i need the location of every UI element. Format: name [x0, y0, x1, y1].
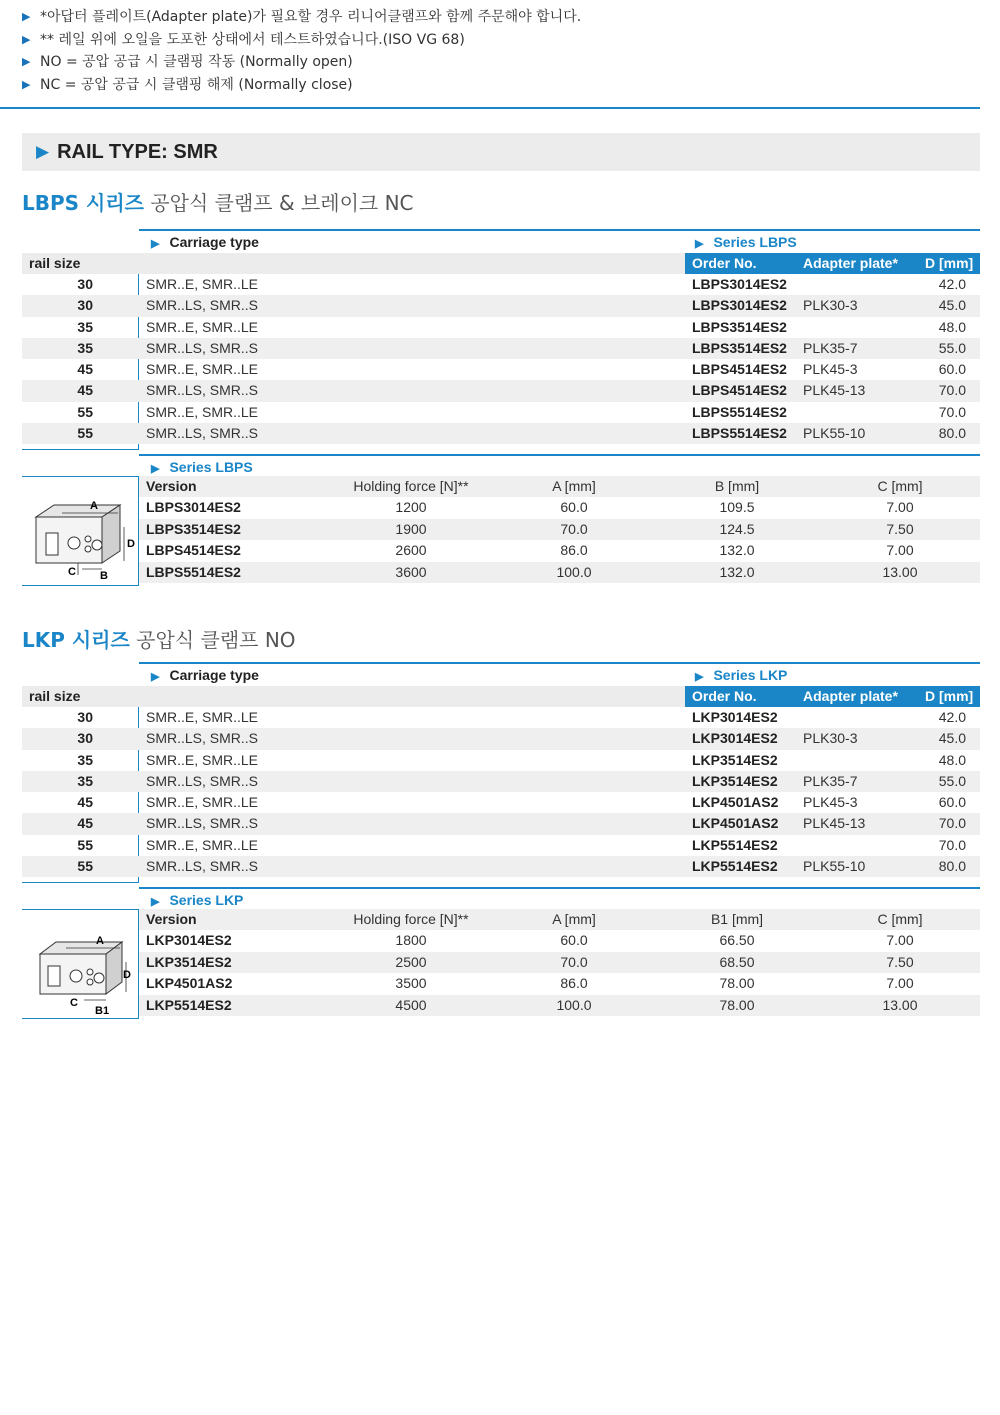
- rail-type-banner: [22, 133, 980, 171]
- a-cell: 60.0: [560, 499, 588, 515]
- rail-size-cell: 55: [77, 403, 93, 420]
- note-item: [22, 29, 581, 52]
- series-label: Series LKP: [713, 667, 788, 683]
- rail-size-cell: 45: [77, 361, 93, 378]
- spec-header: [139, 454, 980, 476]
- rail-size-cell: 30: [77, 730, 93, 747]
- carriage-type-cell: SMR..E, SMR..LE: [146, 318, 259, 335]
- d-mm-cell: 42.0: [938, 709, 966, 725]
- a-header: A [mm]: [552, 478, 596, 494]
- table-row: [22, 423, 980, 444]
- section-title-desc: 공압식 클램프 & 브레이크 NC: [143, 191, 414, 215]
- order-table-lkp: [22, 662, 980, 883]
- carriage-type-cell: SMR..E, SMR..LE: [146, 709, 259, 725]
- spec-series-heading: [151, 459, 253, 475]
- table-header-columns: [22, 686, 980, 707]
- spec-table-lkp: [22, 887, 980, 1019]
- version-cell: LKP5514ES2: [146, 996, 232, 1013]
- notes-list: [22, 6, 581, 96]
- order-no-cell: LKP4501AS2: [692, 794, 779, 811]
- holding-force-cell: 2500: [395, 953, 427, 970]
- order-no-cell: LKP4501AS2: [692, 815, 779, 832]
- adapter-plate-cell: PLK45-13: [803, 815, 866, 832]
- a-cell: 70.0: [560, 953, 588, 970]
- table-row: [22, 295, 980, 316]
- d-mm-header: D [mm]: [925, 688, 974, 704]
- carriage-type-label: Carriage type: [169, 667, 259, 683]
- d-mm-cell: 70.0: [938, 815, 966, 832]
- c-cell: 7.50: [886, 520, 914, 537]
- adapter-plate-header: Adapter plate*: [803, 688, 898, 704]
- d-mm-cell: 70.0: [938, 382, 966, 399]
- spec-row: [139, 562, 980, 583]
- section-title-lkp: [22, 624, 296, 653]
- adapter-plate-cell: PLK45-3: [803, 794, 858, 811]
- order-no-cell: LKP3514ES2: [692, 751, 778, 768]
- adapter-plate-cell: PLK55-10: [803, 425, 866, 442]
- section-title-series: LKP 시리즈: [22, 628, 130, 652]
- series-label: Series LBPS: [713, 234, 797, 250]
- spec-series-label: Series LKP: [169, 892, 244, 908]
- spec-row: [139, 540, 980, 561]
- dimension-label-a: A: [90, 500, 98, 512]
- note-text: *아답터 플레이트(Adapter plate)가 필요할 경우 리니어클램프와 함께 주문해야 합니다.: [40, 9, 582, 25]
- section-title-desc: 공압식 클램프 NO: [129, 628, 296, 652]
- triangle-bullet-icon: ▶: [22, 10, 31, 23]
- series-heading: [695, 667, 787, 683]
- table-row: [22, 771, 980, 792]
- rail-size-header: rail size: [29, 255, 81, 271]
- rail-size-cell: 35: [77, 318, 93, 335]
- order-table-lbps: [22, 229, 980, 450]
- table-row: [22, 317, 980, 338]
- adapter-plate-cell: PLK30-3: [803, 297, 858, 314]
- adapter-plate-cell: PLK45-3: [803, 361, 858, 378]
- b-cell: 132.0: [719, 542, 755, 558]
- c-cell: 7.50: [886, 953, 914, 970]
- a-cell: 100.0: [556, 563, 592, 580]
- order-no-cell: LBPS3014ES2: [692, 297, 787, 314]
- version-cell: LBPS5514ES2: [146, 563, 241, 580]
- table-header-top: [139, 662, 980, 686]
- version-cell: LBPS3514ES2: [146, 520, 241, 537]
- c-cell: 7.00: [886, 542, 914, 558]
- a-header: A [mm]: [552, 911, 596, 927]
- note-text: NC = 공압 공급 시 클램핑 해제 (Normally close): [40, 76, 353, 93]
- adapter-plate-cell: PLK35-7: [803, 772, 858, 789]
- section-title-lbps: [22, 187, 414, 216]
- a-cell: 86.0: [560, 975, 588, 991]
- dimension-label-b: B: [100, 570, 108, 582]
- version-cell: LBPS3014ES2: [146, 499, 241, 515]
- d-mm-cell: 48.0: [938, 751, 966, 768]
- dimension-label-a: A: [96, 935, 104, 947]
- carriage-type-cell: SMR..E, SMR..LE: [146, 836, 259, 853]
- holding-force-cell: 3500: [395, 975, 427, 991]
- a-cell: 100.0: [556, 996, 592, 1013]
- carriage-type-cell: SMR..E, SMR..LE: [146, 361, 259, 378]
- order-no-cell: LKP5514ES2: [692, 836, 778, 853]
- table-header-columns: [22, 253, 980, 274]
- triangle-bullet-icon: ▶: [695, 671, 704, 683]
- carriage-type-cell: SMR..LS, SMR..S: [146, 730, 259, 747]
- b-cell: 109.5: [719, 499, 755, 515]
- d-mm-cell: 42.0: [938, 276, 966, 292]
- carriage-type-cell: SMR..LS, SMR..S: [146, 858, 259, 875]
- rail-size-cell: 30: [77, 276, 93, 292]
- triangle-bullet-icon: ▶: [151, 896, 160, 908]
- c-cell: 13.00: [882, 996, 918, 1013]
- table-row: [22, 274, 980, 295]
- table-body: [22, 274, 980, 444]
- table-row: [22, 380, 980, 401]
- holding-force-cell: 4500: [395, 996, 427, 1013]
- clamp-diagram: [22, 477, 138, 585]
- note-text: ** 레일 위에 오일을 도포한 상태에서 테스트하였습니다.(ISO VG 68): [40, 31, 465, 48]
- table-row: [22, 792, 980, 813]
- dimension-label-b1: B1: [95, 1005, 110, 1017]
- d-mm-cell: 70.0: [938, 836, 966, 853]
- rail-size-cell: 45: [77, 382, 93, 399]
- b-cell: 68.50: [719, 953, 755, 970]
- order-no-cell: LBPS4514ES2: [692, 382, 787, 399]
- triangle-bullet-icon: ▶: [36, 142, 50, 162]
- d-mm-cell: 48.0: [938, 318, 966, 335]
- triangle-bullet-icon: ▶: [695, 238, 704, 250]
- holding-force-cell: 3600: [395, 563, 427, 580]
- order-header-box: [685, 253, 980, 274]
- d-mm-cell: 80.0: [938, 425, 966, 442]
- note-text: NO = 공압 공급 시 클램핑 작동 (Normally open): [40, 54, 353, 70]
- b-cell: 78.00: [719, 975, 755, 991]
- a-cell: 70.0: [560, 520, 588, 537]
- adapter-plate-cell: PLK35-7: [803, 339, 858, 356]
- spec-row: [139, 995, 980, 1016]
- b-cell: 78.00: [719, 996, 755, 1013]
- d-mm-cell: 55.0: [938, 772, 966, 789]
- note-item: [22, 6, 581, 29]
- d-mm-cell: 60.0: [938, 361, 966, 378]
- table-row: [22, 359, 980, 380]
- b1-header: B1 [mm]: [710, 911, 764, 927]
- d-mm-cell: 45.0: [938, 297, 966, 314]
- rail-size-cell: 30: [77, 709, 93, 725]
- order-no-cell: LKP3014ES2: [692, 709, 778, 725]
- spec-row: [139, 497, 980, 518]
- table-header-top: [139, 229, 980, 253]
- d-mm-cell: 60.0: [938, 794, 966, 811]
- table-body: [22, 707, 980, 877]
- carriage-type-cell: SMR..LS, SMR..S: [146, 815, 259, 832]
- rail-size-cell: 30: [77, 297, 93, 314]
- triangle-bullet-icon: ▶: [22, 55, 31, 68]
- version-cell: LKP3514ES2: [146, 953, 232, 970]
- rail-size-header: rail size: [29, 688, 81, 704]
- order-no-cell: LBPS3014ES2: [692, 276, 787, 292]
- rail-size-cell: 35: [77, 339, 93, 356]
- c-cell: 7.00: [886, 975, 914, 991]
- version-header: Version: [146, 911, 197, 927]
- spec-row: [139, 952, 980, 973]
- adapter-plate-cell: PLK45-13: [803, 382, 866, 399]
- order-no-cell: LBPS3514ES2: [692, 339, 787, 356]
- version-header: Version: [146, 478, 197, 494]
- divider: [0, 107, 980, 109]
- table-row: [22, 707, 980, 728]
- c-header: C [mm]: [877, 911, 923, 927]
- spec-series-label: Series LBPS: [169, 459, 253, 475]
- table-row: [22, 856, 980, 877]
- holding-force-header: Holding force [N]**: [353, 911, 469, 927]
- clamp-diagram: [22, 910, 138, 1018]
- carriage-type-cell: SMR..LS, SMR..S: [146, 425, 259, 442]
- carriage-type-cell: SMR..LS, SMR..S: [146, 382, 259, 399]
- b-header: B [mm]: [714, 478, 760, 494]
- spec-series-heading: [151, 892, 243, 908]
- triangle-bullet-icon: ▶: [151, 671, 160, 683]
- carriage-type-cell: SMR..LS, SMR..S: [146, 772, 259, 789]
- carriage-type-cell: SMR..E, SMR..LE: [146, 403, 259, 420]
- note-item: [22, 74, 581, 97]
- table-row: [22, 835, 980, 856]
- version-cell: LKP4501AS2: [146, 975, 233, 991]
- adapter-plate-header: Adapter plate*: [803, 255, 898, 271]
- table-row: [22, 750, 980, 771]
- carriage-type-cell: SMR..LS, SMR..S: [146, 339, 259, 356]
- dimension-label-d: D: [127, 538, 135, 550]
- order-no-cell: LBPS5514ES2: [692, 403, 787, 420]
- note-item: [22, 51, 581, 74]
- a-cell: 86.0: [560, 542, 588, 558]
- order-no-cell: LBPS5514ES2: [692, 425, 787, 442]
- carriage-type-label: Carriage type: [169, 234, 259, 250]
- order-header-box: [685, 686, 980, 707]
- b-cell: 66.50: [719, 932, 755, 948]
- spec-header: [139, 887, 980, 909]
- spec-row: [139, 973, 980, 994]
- a-cell: 60.0: [560, 932, 588, 948]
- adapter-plate-cell: PLK55-10: [803, 858, 866, 875]
- table-row: [22, 728, 980, 749]
- rail-size-cell: 35: [77, 772, 93, 789]
- order-no-cell: LBPS4514ES2: [692, 361, 787, 378]
- d-mm-header: D [mm]: [925, 255, 974, 271]
- triangle-bullet-icon: ▶: [22, 32, 31, 46]
- rail-size-cell: 55: [77, 425, 93, 442]
- holding-force-cell: 1900: [395, 520, 427, 537]
- dimension-label-c: C: [70, 997, 78, 1009]
- b-cell: 132.0: [719, 563, 755, 580]
- spec-table-lbps: [22, 454, 980, 586]
- holding-force-cell: 1200: [395, 499, 427, 515]
- holding-force-header: Holding force [N]**: [353, 478, 469, 494]
- series-heading: [695, 234, 797, 250]
- order-no-header: Order No.: [692, 688, 757, 704]
- d-mm-cell: 55.0: [938, 339, 966, 356]
- order-no-cell: LKP5514ES2: [692, 858, 778, 875]
- order-no-cell: LBPS3514ES2: [692, 318, 787, 335]
- c-cell: 7.00: [886, 932, 914, 948]
- rail-size-cell: 45: [77, 794, 93, 811]
- c-cell: 13.00: [882, 563, 918, 580]
- order-no-cell: LKP3014ES2: [692, 730, 778, 747]
- order-no-header: Order No.: [692, 255, 757, 271]
- c-header: C [mm]: [877, 478, 923, 494]
- c-cell: 7.00: [886, 499, 914, 515]
- rail-size-cell: 55: [77, 836, 93, 853]
- holding-force-cell: 1800: [395, 932, 427, 948]
- table-row: [22, 338, 980, 359]
- clamp-diagram-box: [22, 909, 139, 1019]
- table-row: [22, 402, 980, 423]
- triangle-bullet-icon: ▶: [151, 238, 160, 250]
- version-cell: LKP3014ES2: [146, 932, 232, 948]
- rail-size-cell: 55: [77, 858, 93, 875]
- dimension-label-d: D: [123, 969, 131, 981]
- rail-size-cell: 45: [77, 815, 93, 832]
- holding-force-cell: 2600: [395, 542, 427, 558]
- spec-row: [139, 519, 980, 540]
- rail-size-cell: 35: [77, 751, 93, 768]
- spec-header-row: [139, 909, 980, 930]
- dimension-label-c: C: [68, 566, 76, 578]
- clamp-diagram-box: [22, 476, 139, 586]
- d-mm-cell: 70.0: [938, 403, 966, 420]
- b-cell: 124.5: [719, 520, 755, 537]
- carriage-type-cell: SMR..LS, SMR..S: [146, 297, 259, 314]
- spec-header-row: [139, 476, 980, 497]
- version-cell: LBPS4514ES2: [146, 542, 241, 558]
- section-title-series: LBPS 시리즈: [22, 191, 144, 215]
- carriage-type-cell: SMR..E, SMR..LE: [146, 276, 259, 292]
- carriage-type-heading: [151, 667, 259, 683]
- carriage-type-cell: SMR..E, SMR..LE: [146, 794, 259, 811]
- table-row: [22, 813, 980, 834]
- rail-type-label: RAIL TYPE: SMR: [57, 140, 218, 163]
- triangle-bullet-icon: ▶: [22, 77, 31, 91]
- carriage-type-heading: [151, 234, 259, 250]
- spec-row: [139, 930, 980, 951]
- adapter-plate-cell: PLK30-3: [803, 730, 858, 747]
- triangle-bullet-icon: ▶: [151, 463, 160, 475]
- order-no-cell: LKP3514ES2: [692, 772, 778, 789]
- d-mm-cell: 80.0: [938, 858, 966, 875]
- d-mm-cell: 45.0: [938, 730, 966, 747]
- carriage-type-cell: SMR..E, SMR..LE: [146, 751, 259, 768]
